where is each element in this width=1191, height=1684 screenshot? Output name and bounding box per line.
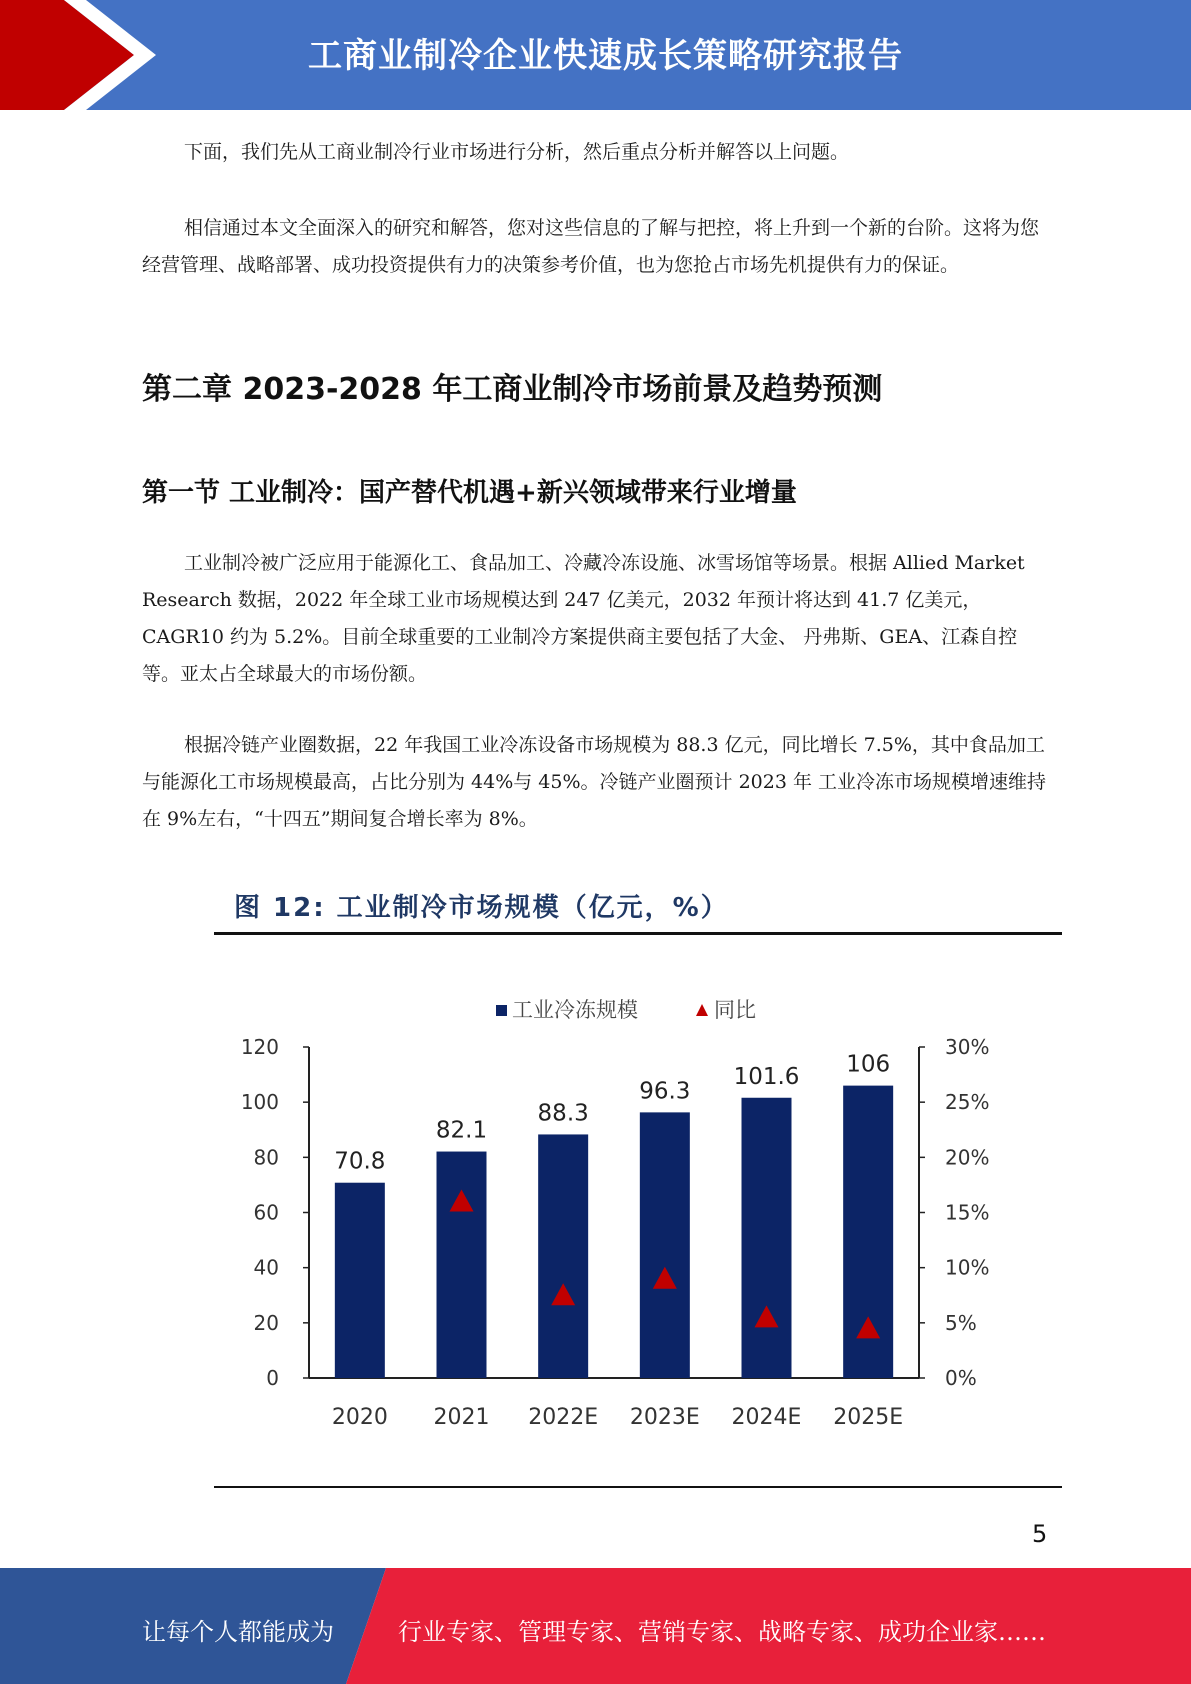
y-tick-label-right: 25% <box>945 1090 990 1115</box>
y-tick-label-right: 5% <box>945 1310 977 1335</box>
page-number: 5 <box>1032 1520 1048 1548</box>
footer-slogan-left: 让每个人都能成为 <box>142 1618 334 1646</box>
bar-2022E <box>538 1134 588 1378</box>
y-tick-label-left: 0 <box>266 1366 279 1390</box>
y-tick-label-left: 60 <box>253 1200 279 1225</box>
x-tick-label: 2021 <box>433 1405 490 1430</box>
bar-value-label: 88.3 <box>537 1100 589 1127</box>
y-tick-label-right: 20% <box>945 1145 990 1170</box>
bar-value-label: 70.8 <box>334 1148 386 1175</box>
y-tick-label-right: 0% <box>945 1366 977 1390</box>
section-heading: 第一节 工业制冷：国产替代机遇+新兴领域带来行业增量 <box>142 478 797 508</box>
y-tick-label-right: 15% <box>945 1200 990 1225</box>
paragraph-intro: 下面，我们先从工商业制冷行业市场进行分析，然后重点分析并解答以上问题。 <box>184 141 850 163</box>
chapter-heading: 第二章 2023-2028 年工商业制冷市场前景及趋势预测 <box>142 372 883 407</box>
bar-2024E <box>742 1098 792 1378</box>
x-tick-label: 2020 <box>331 1405 388 1430</box>
paragraph-china-market: 根据冷链产业圈数据，22 年我国工业冷冻设备市场规模为 88.3 亿元，同比增长 7.5%，其中食品加工与能源化工市场规模最高，占比分别为 44%与 45%。冷链产业圈预计 2023 年 工业冷冻市场规模增速维持在 9%左右，“十四五”期间复合增长率为 8%。 <box>142 734 1047 830</box>
y-tick-label-left: 100 <box>240 1090 279 1115</box>
bar-2021 <box>437 1152 487 1378</box>
x-tick-label: 2022E <box>528 1405 599 1430</box>
y-tick-label-left: 40 <box>253 1255 279 1280</box>
legend-swatch-rate <box>696 1004 708 1016</box>
page-footer <box>0 1568 1191 1684</box>
y-tick-label-left: 80 <box>253 1145 279 1170</box>
bar-value-label: 101.6 <box>733 1063 800 1090</box>
x-tick-label: 2023E <box>629 1405 700 1430</box>
footer-slogan-right: 行业专家、管理专家、营销专家、战略专家、成功企业家…… <box>398 1618 1046 1646</box>
bar-value-label: 82.1 <box>435 1117 488 1144</box>
y-tick-label-right: 10% <box>945 1255 990 1280</box>
bar-2020 <box>335 1183 385 1378</box>
report-title: 工商业制冷企业快速成长策略研究报告 <box>308 36 903 76</box>
bar-value-label: 96.3 <box>639 1078 691 1105</box>
figure-bottom-rule <box>214 1486 1062 1488</box>
legend-label-bar: 工业冷冻规模 <box>512 998 638 1022</box>
y-tick-label-left: 20 <box>253 1310 279 1335</box>
page-header <box>0 0 1191 110</box>
figure-top-rule <box>214 932 1062 935</box>
y-tick-label-right: 30% <box>945 1035 990 1059</box>
x-tick-label: 2024E <box>731 1405 802 1430</box>
figure-title: 图 12: 工业制冷市场规模（亿元，%） <box>234 893 729 923</box>
legend-label-rate: 同比 <box>714 998 756 1022</box>
market-size-chart <box>214 990 1014 1440</box>
bar-value-label: 106 <box>846 1051 891 1078</box>
bar-2023E <box>640 1112 690 1378</box>
paragraph-global-market: 工业制冷被广泛应用于能源化工、食品加工、冷藏冷冻设施、冰雪场馆等场景。根据 Allied Market Research 数据，2022 年全球工业市场规模达到 247 亿美元，2032 年预计将达到 41.7 亿美元，CAGR10 约为 5.2%。目前全球重要的工业制冷方案提供商主要包括了大金、 丹弗斯、GEA、江森自控等。亚太占全球最大的市场份额。 <box>142 552 1025 685</box>
legend-swatch-bar <box>496 1005 507 1016</box>
x-tick-label: 2025E <box>833 1405 904 1430</box>
paragraph-value: 相信通过本文全面深入的研究和解答，您对这些信息的了解与把控，将上升到一个新的台阶。这将为您经营管理、战略部署、成功投资提供有力的决策参考价值，也为您抢占市场先机提供有力的保证。 <box>142 217 1040 276</box>
y-tick-label-left: 120 <box>240 1035 279 1059</box>
